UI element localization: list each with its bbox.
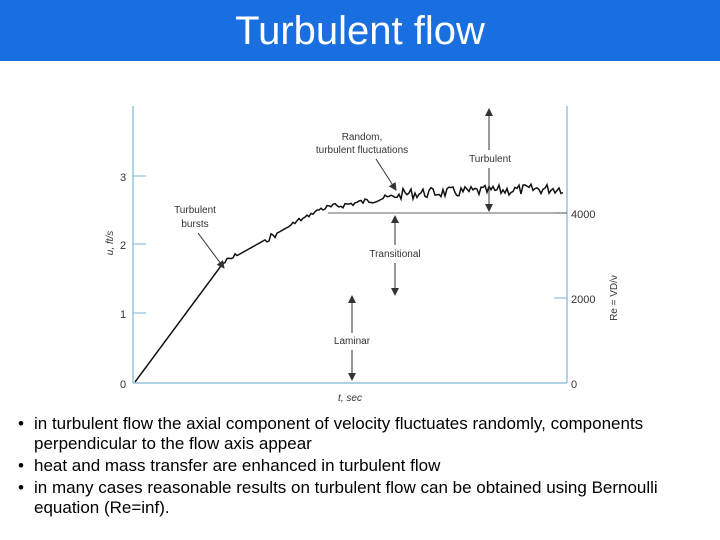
x-axis-label: t, sec [338, 393, 362, 404]
bullet-item [18, 478, 708, 518]
re-tick-label: 4000 [571, 209, 596, 221]
bullet-list [18, 414, 708, 520]
re-tick-label: 2000 [571, 294, 596, 306]
y-tick-label: 2 [119, 240, 127, 252]
bursts-label: Turbulent [174, 205, 216, 216]
transitional-label: Transitional [369, 249, 421, 260]
y-tick-label: 3 [119, 172, 127, 184]
y-tick-label: 0 [119, 379, 127, 391]
bursts-label-line2: bursts [181, 219, 209, 230]
y-tick-label: 1 [119, 309, 127, 321]
bullet-text: heat and mass transfer are enhanced in turbulent flow [34, 456, 441, 475]
bullet-text: in turbulent flow the axial component of velocity fluctuates randomly, components perpendicular to the flow axis appear [34, 414, 644, 453]
bursts-arrow [198, 233, 224, 268]
bullet-item [18, 414, 708, 454]
bullet-dot: • [18, 456, 24, 475]
bullet-text: in many cases reasonable results on turbulent flow can be obtained using Bernoulli equation (Re=inf). [34, 478, 658, 517]
bullet-dot: • [18, 478, 24, 497]
y-axis-label: u, ft/s [105, 230, 116, 256]
turbulent-label: Turbulent [469, 154, 511, 165]
bullet-dot: • [18, 414, 24, 433]
random-arrow [376, 159, 396, 190]
laminar-label: Laminar [333, 336, 371, 347]
right-axis-label: Re = VD/ν [609, 275, 620, 321]
re-tick-label: 0 [571, 379, 578, 391]
random-label: Random, [341, 132, 383, 143]
random-label-line2: turbulent fluctuations [315, 145, 409, 156]
slide-title: Turbulent flow [235, 8, 485, 53]
bullet-item [18, 456, 708, 476]
